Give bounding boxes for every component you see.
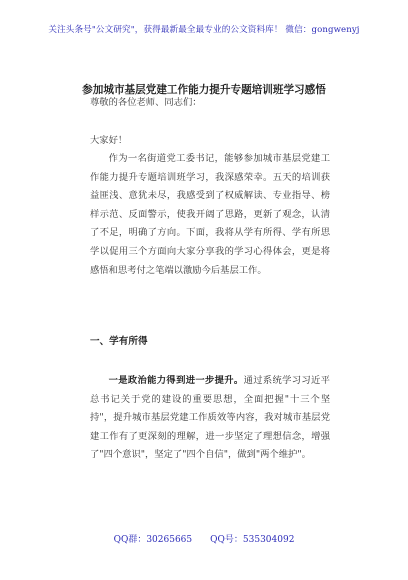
footer-qq: QQ号：535304092	[210, 535, 295, 545]
point-1-lead: 一是政治能力得到进一步提升。	[108, 375, 244, 386]
footer-contact	[0, 532, 408, 545]
footer-qq-group: QQ群：30265665	[113, 535, 193, 545]
greeting: 大家好！	[90, 135, 128, 146]
section-heading-1: 一、学有所得	[90, 336, 148, 347]
salutation: 尊敬的各位老师、同志们：	[90, 97, 202, 108]
point-1-body: 通过系统学习习近平总书记关于党的建设的重要思想，全面把握"十三个坚持"，提升城市基层党建工作质效等内容，我对城市基层党建工作有了更深刻的理解，进一步坚定了理想信念，增强了"四个意识"，坚定了"四个自信"，做到"两个维护"。	[90, 375, 330, 461]
point-1-paragraph	[90, 372, 330, 465]
document-title: 参加城市基层党建工作能力提升专题培训班学习感悟	[82, 84, 326, 96]
intro-paragraph: 作为一名街道党工委书记，能够参加城市基层党建工作能力提升专题培训班学习，我深感荣幸。五天的培训获益匪浅、意犹未尽，我感受到了权威解读、专业指导、榜样示范、反面警示，使我开阔了思路，更新了观念，认清了不足，明确了方向。下面，我将从学有所得、学有所思学以促用三个方面向大家分享我的学习心得体会，更是将感悟和思考付之笔端以激励今后基层工作。	[90, 153, 330, 276]
header-banner: 关注头条号"公文研究"，获得最新最全最专业的公文资料库！ 微信：gongwenyj	[48, 25, 360, 35]
